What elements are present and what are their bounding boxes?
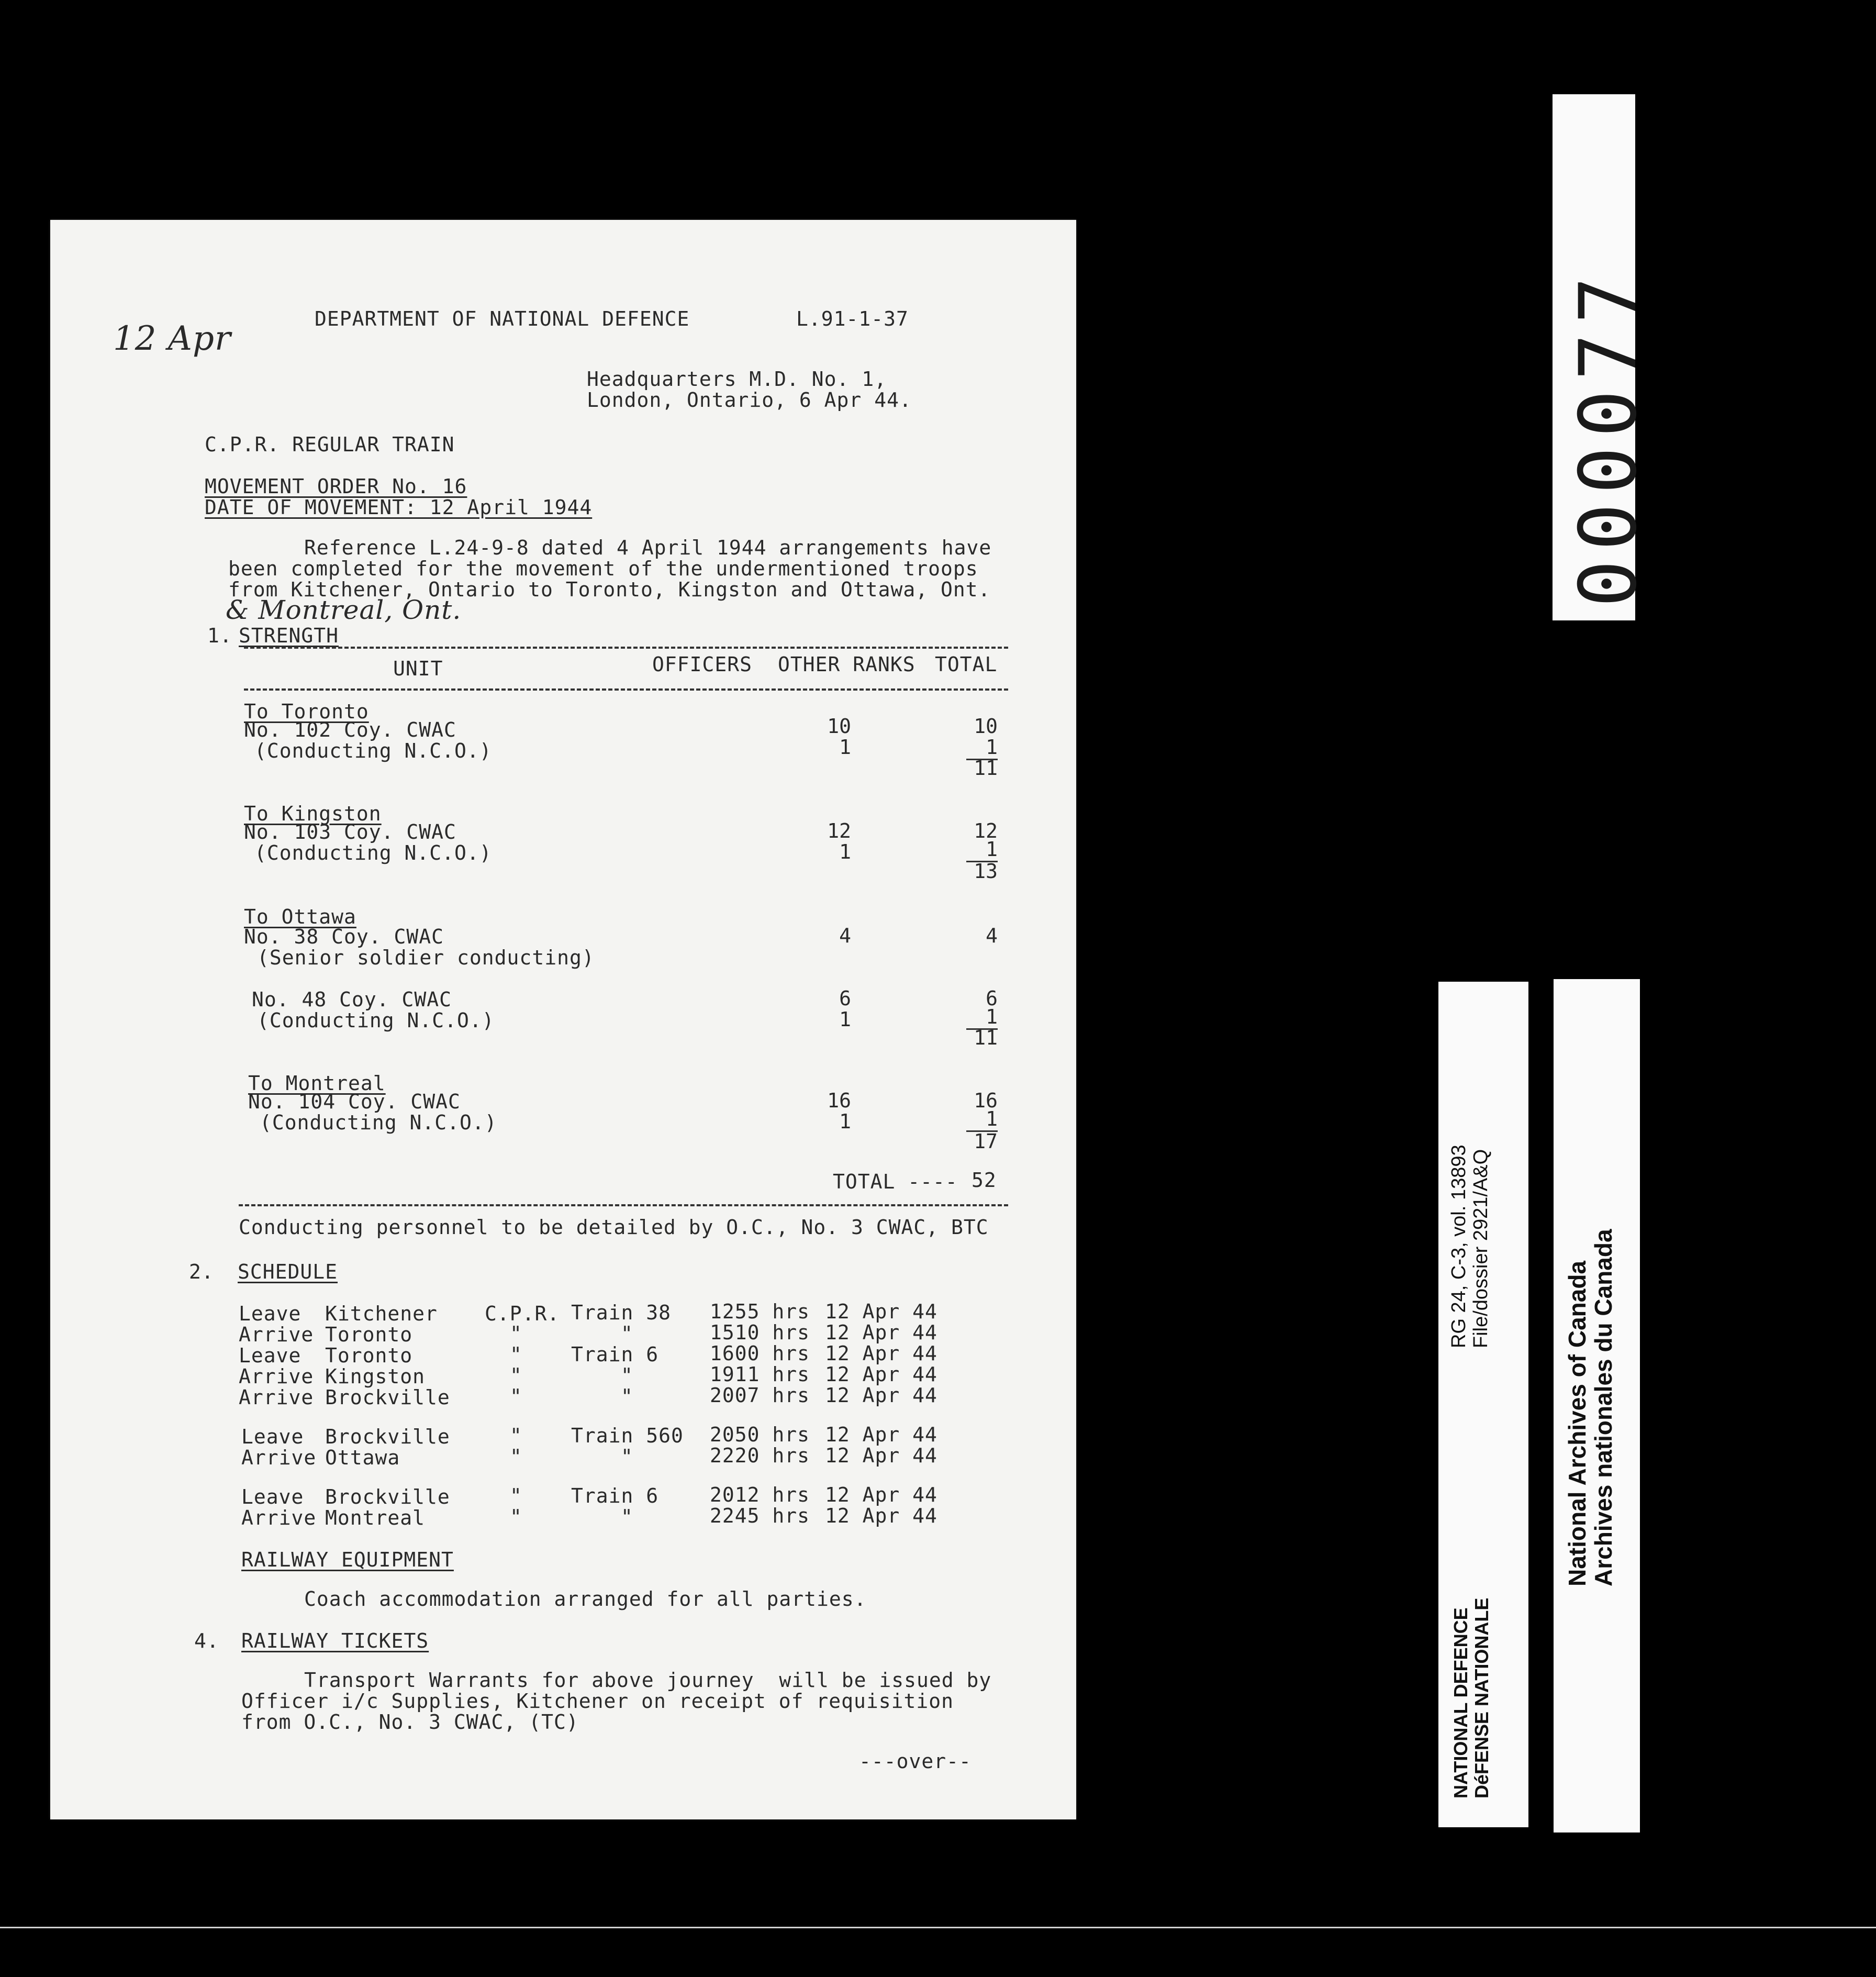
schedule-time: 2012 hrs <box>710 1483 810 1506</box>
schedule-train: " <box>621 1322 633 1345</box>
schedule-rail: " <box>510 1322 522 1345</box>
equipment-text: Coach accommodation arranged for all parties. <box>304 1587 867 1611</box>
schedule-number: 2. <box>189 1260 214 1283</box>
schedule-place: Kitchener <box>325 1302 438 1325</box>
frame-number-strip <box>1553 94 1654 620</box>
other-ranks-value: 10 <box>827 715 851 738</box>
grand-total: 52 <box>972 1169 997 1192</box>
schedule-place: Brockville <box>325 1425 450 1448</box>
reference-line3: from Kitchener, Ontario to Toronto, Kingston and Ottawa, Ont. <box>228 578 991 601</box>
strength-header-rule <box>244 688 1008 691</box>
unit-row: (Senior soldier conducting) <box>257 946 595 969</box>
defence-fr: DéFENSE NATIONALE <box>1471 1597 1492 1798</box>
schedule-place: Kingston <box>325 1365 426 1388</box>
strength-heading: STRENGTH <box>239 624 339 647</box>
schedule-time: 2050 hrs <box>710 1423 810 1446</box>
schedule-rail: " <box>510 1505 522 1528</box>
schedule-time: 1911 hrs <box>710 1363 810 1386</box>
reference-line1: Reference L.24-9-8 dated 4 April 1944 arrangements have <box>304 536 992 559</box>
schedule-time: 1600 hrs <box>710 1342 810 1365</box>
schedule-train: " <box>621 1364 633 1387</box>
archive-reference: RG 24, C-3, vol. 13893 <box>1448 1145 1470 1348</box>
subtotal-value: 11 <box>974 1026 998 1049</box>
unit-row: (Conducting N.C.O.) <box>254 739 492 762</box>
schedule-train: Train 6 <box>571 1484 659 1507</box>
schedule-action: Arrive <box>239 1386 314 1409</box>
destination-kingston: To Kingston <box>244 802 382 825</box>
total-value: 10 <box>974 715 998 738</box>
other-ranks-value: 1 <box>839 1008 851 1031</box>
tickets-line3: from O.C., No. 3 CWAC, (TC) <box>241 1711 579 1734</box>
unit-row: (Conducting N.C.O.) <box>254 841 492 864</box>
schedule-date: 12 Apr 44 <box>825 1363 937 1386</box>
movement-order-number: MOVEMENT ORDER No. 16 <box>205 475 467 498</box>
unit-row: No. 102 Coy. CWAC <box>244 718 456 741</box>
hq-address-line1: Headquarters M.D. No. 1, <box>587 368 887 391</box>
schedule-date: 12 Apr 44 <box>825 1384 937 1407</box>
schedule-action: Leave <box>239 1344 302 1367</box>
schedule-action: Arrive <box>239 1323 314 1346</box>
schedule-date: 12 Apr 44 <box>825 1504 937 1527</box>
schedule-rail: " <box>510 1343 522 1366</box>
unit-row: No. 48 Coy. CWAC <box>252 988 452 1011</box>
schedule-train: Train 560 <box>571 1424 684 1447</box>
unit-row: No. 103 Coy. CWAC <box>244 820 456 843</box>
schedule-rail: " <box>510 1424 522 1447</box>
other-ranks-value: 12 <box>827 819 851 842</box>
reference-line2: been completed for the movement of the undermentioned troops <box>228 557 978 580</box>
schedule-time: 2007 hrs <box>710 1384 810 1407</box>
destination-toronto: To Toronto <box>244 700 369 723</box>
over-marker: ---over-- <box>859 1750 972 1773</box>
schedule-place: Brockville <box>325 1485 450 1508</box>
schedule-train: Train 6 <box>571 1343 659 1366</box>
document-page <box>50 220 1076 1819</box>
unit-row: (Conducting N.C.O.) <box>260 1111 497 1134</box>
schedule-time: 2220 hrs <box>710 1444 810 1467</box>
frame-number: 000077 <box>1563 267 1654 607</box>
unit-row: (Conducting N.C.O.) <box>257 1009 495 1032</box>
total-label: TOTAL ---- <box>833 1170 958 1193</box>
schedule-date: 12 Apr 44 <box>825 1321 937 1344</box>
strength-number: 1. <box>207 624 232 647</box>
tickets-number: 4. <box>194 1629 219 1652</box>
total-value: 12 <box>974 819 998 842</box>
tickets-line1: Transport Warrants for above journey will be issued by <box>304 1669 992 1692</box>
tickets-heading: RAILWAY TICKETS <box>241 1629 429 1652</box>
schedule-action: Leave <box>239 1302 302 1325</box>
schedule-rail: " <box>510 1484 522 1507</box>
total-value: 1 <box>966 1005 998 1030</box>
film-edge-line <box>0 1927 1876 1928</box>
other-ranks-value: 1 <box>839 736 851 759</box>
column-total: TOTAL <box>935 653 998 676</box>
column-unit: UNIT <box>393 657 443 680</box>
other-ranks-value: 1 <box>839 1110 851 1133</box>
schedule-time: 1510 hrs <box>710 1321 810 1344</box>
schedule-rail: " <box>510 1364 522 1387</box>
schedule-rail: " <box>510 1445 522 1468</box>
department-title: DEPARTMENT OF NATIONAL DEFENCE <box>315 307 690 330</box>
schedule-place: Ottawa <box>325 1446 400 1469</box>
schedule-rail: C.P.R. <box>485 1302 560 1325</box>
hq-address-line2: London, Ontario, 6 Apr 44. <box>587 388 912 412</box>
schedule-rail: " <box>510 1385 522 1408</box>
subtotal-value: 17 <box>974 1130 998 1153</box>
schedule-train: " <box>621 1505 633 1528</box>
schedule-date: 12 Apr 44 <box>825 1483 937 1506</box>
tickets-line2: Officer i/c Supplies, Kitchener on receipt of requisition <box>241 1690 954 1713</box>
schedule-time: 1255 hrs <box>710 1300 810 1323</box>
total-value: 1 <box>966 1107 998 1132</box>
destination-montreal: To Montreal <box>248 1072 386 1095</box>
total-value: 4 <box>986 924 998 947</box>
schedule-action: Arrive <box>241 1446 317 1469</box>
other-ranks-value: 6 <box>839 987 851 1010</box>
total-value: 16 <box>974 1089 998 1112</box>
subtotal-value: 11 <box>974 757 998 780</box>
column-other-ranks: OTHER RANKS <box>778 653 915 676</box>
file-reference: L.91-1-37 <box>796 307 909 330</box>
strength-bottom-rule <box>239 1204 1008 1206</box>
schedule-place: Toronto <box>325 1323 413 1346</box>
total-value: 1 <box>966 736 998 760</box>
subtotal-value: 13 <box>974 860 998 883</box>
date-of-movement: DATE OF MOVEMENT: 12 April 1944 <box>205 496 593 519</box>
schedule-place: Brockville <box>325 1386 450 1409</box>
schedule-train: " <box>621 1445 633 1468</box>
national-archives-strip <box>1554 979 1640 1832</box>
schedule-date: 12 Apr 44 <box>825 1444 937 1467</box>
schedule-date: 12 Apr 44 <box>825 1342 937 1365</box>
schedule-time: 2245 hrs <box>710 1504 810 1527</box>
other-ranks-value: 1 <box>839 840 851 863</box>
column-officers: OFFICERS <box>652 653 753 676</box>
other-ranks-value: 4 <box>839 924 851 947</box>
archives-en: National Archives of Canada <box>1564 1260 1591 1586</box>
schedule-place: Toronto <box>325 1344 413 1367</box>
schedule-heading: SCHEDULE <box>238 1260 338 1283</box>
conducting-personnel-note: Conducting personnel to be detailed by O.C., No. 3 CWAC, BTC <box>239 1216 989 1239</box>
schedule-action: Leave <box>241 1425 304 1448</box>
schedule-place: Montreal <box>325 1506 426 1529</box>
equipment-heading: RAILWAY EQUIPMENT <box>241 1548 454 1571</box>
schedule-action: Arrive <box>241 1506 317 1529</box>
schedule-date: 12 Apr 44 <box>825 1300 937 1323</box>
archives-fr: Archives nationales du Canada <box>1590 1229 1617 1586</box>
destination-ottawa: To Ottawa <box>244 905 356 928</box>
handwritten-date-note: 12 Apr <box>113 319 231 358</box>
schedule-action: Leave <box>241 1485 304 1508</box>
schedule-train: Train 38 <box>571 1301 672 1324</box>
archive-file: File/dossier 2921/A&Q <box>1470 1149 1492 1348</box>
total-value: 1 <box>966 838 998 862</box>
defence-en: NATIONAL DEFENCE <box>1450 1607 1471 1798</box>
schedule-date: 12 Apr 44 <box>825 1423 937 1446</box>
strength-top-rule <box>244 647 1008 649</box>
handwritten-addition: & Montreal, Ont. <box>226 595 462 625</box>
unit-row: No. 104 Coy. CWAC <box>248 1090 461 1113</box>
other-ranks-value: 16 <box>827 1089 851 1112</box>
national-defence-strip <box>1438 982 1528 1827</box>
schedule-train: " <box>621 1385 633 1408</box>
train-title: C.P.R. REGULAR TRAIN <box>205 433 455 456</box>
schedule-action: Arrive <box>239 1365 314 1388</box>
total-value: 6 <box>986 987 998 1010</box>
unit-row: No. 38 Coy. CWAC <box>244 925 444 948</box>
